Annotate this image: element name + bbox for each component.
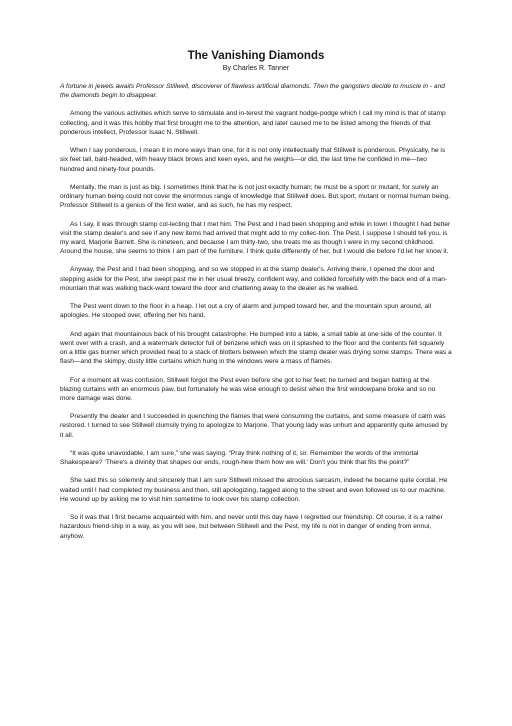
author-byline: By Charles R. Tanner [222,65,290,72]
paragraph: Anyway, the Pest and I had been shopping, and so we stopped in at the stamp dealer's. Arriving there, I opened the door and stepping aside for the Pest, she swept past me in her usual breezy, confident way, and collided forcefully with the back end of a man-mountain that was walking back-ward toward the door and chattering away to the dealer as he walked. [60,266,448,292]
paragraph: And again that mountainous back of his brought catastrophe. He bumped into a table, a small table at one side of the counter. It went over with a crash, and a watermark detector full of benzene which was on it splashed to the floor and the contents fell squarely on a little gas burner which provided heat to a stack of blotters between which the stamp dealer was drying some stamps. There was a flash—and the skimpy, dusty little curtains which hung in the windows were a mass of flames. [60,330,452,366]
paragraph: Mentally, the man is just as big. I sometimes think that he is not just exactly human; he must be a sport or mutant, for surely an ordinary human being could not cover the enormous range of knowledge that Stillwell does. But sport, mutant or normal human being, Professor Stillwell is a genius of the first water, and as such, he has my respect. [60,183,450,210]
paragraph: When I say ponderous, I mean it in more ways than one, for it is not only intellectually that Stillwell is ponderous. Physically, he is six feet tall, bald-headed, with heavy black brows and keen eyes, and he weighs—or did, the last time he confided in me—two hundred and ninety-four pounds. [60,147,446,173]
paragraph: The Pest went down to the floor in a heap. I let out a cry of alarm and jumped toward her, and the mountain spun around, all apologies. He stooped over, offering her his hand. [60,303,432,320]
paragraph: Presently the dealer and I succeeded in quenching the flames that were consuming the curtains, and some measure of calm was restored. I turned to see Stillwell clumsily trying to apologize to Marjorie. That young lady was unhurt and apparently quite amused by it all. [60,413,448,439]
paragraph: “It was quite unavoidable, I am sure,” she was saying. “Pray think nothing of it, sir. Remember the words of the immortal Shakespeare? ‘There's a divinity that shapes our ends, rough-hew them how we will.’ Don't you think that fits the point?” [60,449,419,467]
paragraph: She said this so solemnly and sincerely that I am sure Stillwell missed the atrocious sarcasm, indeed he became quite cordial. He waited until I had completed my business and then, still apologizing, tagged along to the street and even followed us to our machine. He wound up by asking me to visit him sometime to look over his stamp collection. [60,477,448,503]
paragraph: So it was that I first became acquainted with him, and never until this day have I regretted our friendship. Of course, it is a rather hazardous friend-ship in a way, as you will see, but between Stillwell and the Pest, my life is not in danger of ending from ennui, anyhow. [60,514,443,540]
paragraph: Among the various activities which serve to stimulate and in-terest the vagrant hodge-podge which I call my mind is that of stamp collecting, and it was this hobby that first brought me to the attention, and later caused me to be listed among the friends of that ponderous intellect, Professor Isaac N. Stillwell. [60,110,446,136]
paragraph: As I say, it was through stamp col-lecting that I met him. The Pest and I had been shopping and while in town I thought I had better visit the stamp dealer's and see if any new items had arrived that might add to my collec-tion. The Pest, I suppose I should tell you, is my ward, Marjorie Barrett. She is nineteen, and because I am thirty-two, she treats me as though I were in my second childhood. Around the house, she seems to think I am part of the furniture. I think quite differently of her, but I would die before I'd let her know it. [60,220,451,256]
paragraph: For a moment all was confusion. Stillwell forgot the Pest even before she got to her feet; he turned and began batting at the blazing curtains with an enormous paw, but fortunately he was wise enough to desist when the first windowpane broke and so no more damage was done. [60,376,436,402]
story-intro: A fortune in jewels awaits Professor Stillwell, discoverer of flawless artificial diamonds. Then the gangsters decide to muscle in - and the diamonds begin to disappear. [60,83,445,100]
story-title: The Vanishing Diamonds [187,50,325,62]
